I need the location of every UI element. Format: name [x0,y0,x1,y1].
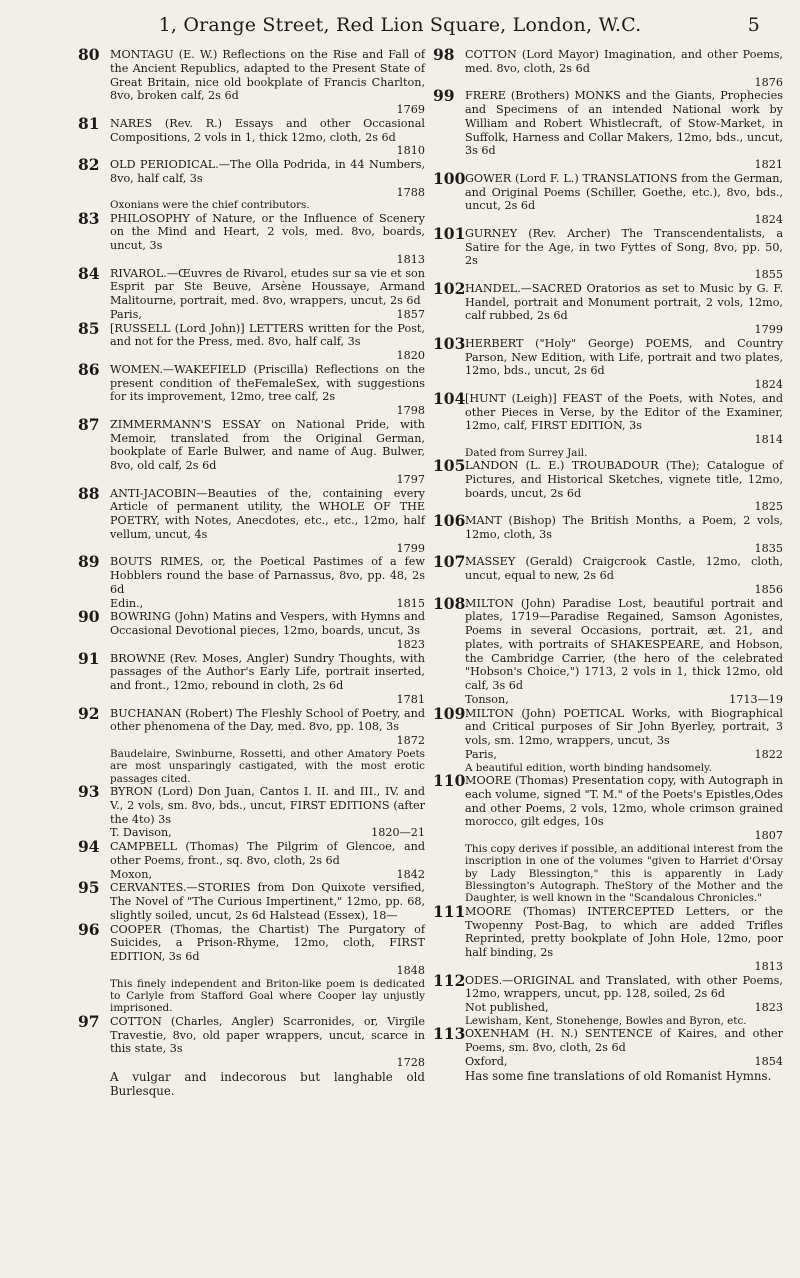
entry-number: 83 [78,208,100,228]
entry-number: 99 [433,86,455,106]
entry-imprint [465,960,783,974]
catalogue-entry [78,45,425,117]
entry-number: 113 [433,1024,466,1044]
entry-imprint [110,349,425,363]
entry-year: 1855 [754,268,783,281]
entry-imprint [110,473,425,487]
entry-imprint [465,433,783,447]
entry-number: 81 [78,113,100,133]
catalogue-entry [78,414,425,487]
entry-number: 84 [78,263,100,283]
entry-text: COTTON (Lord Mayor) Imagination, and other Poems, med. 8vo, cloth, 2s 6d [465,48,783,75]
entry-imprint [110,826,425,840]
entry-year: 1815 [396,596,425,610]
entry-text: MILTON (John) POETICAL Works, with Biographical and Critical purposes of Sir John Byerley, portrait, 3 vols, sm. 12mo, wrappers, uncut, 3s [465,706,783,748]
entry-number: 100 [433,168,466,188]
entry-imprint [110,404,425,418]
entry-text: [HUNT (Leigh)] FEAST of the Poets, with Notes, and other Pieces in Verse, by the Editor of the Examiner, 12mo, calf, FIRST EDITION, 3s [465,391,783,433]
catalogue-entry [433,511,783,555]
entry-number: 105 [433,456,466,476]
entry-imprint [465,323,783,337]
entry-number: 93 [78,782,100,802]
entry-year: 1876 [754,75,783,89]
entry-text: ZIMMERMANN'S ESSAY on National Pride, with Memoir, translated from the Original German, bookplate of Earle Bulwer, and name of Aug. Bulwer, 8vo, old calf, 2s 6d [110,417,425,473]
entry-number: 111 [433,901,466,921]
entry-imprint [465,693,783,707]
entry-number: 87 [78,414,100,434]
entry-note: Lewisham, Kent, Stonehenge, Bowles and Byron, etc. [465,1014,747,1027]
entry-year: 1799 [396,541,425,555]
catalogue-entry [433,901,783,974]
entry-year: 1821 [754,158,783,171]
entry-number: 85 [78,318,100,338]
entry-text: ODES.—ORIGINAL and Translated, with other Poems, 12mo, wrappers, uncut, pp. 128, soiled, 2s 6d [465,973,783,1001]
entry-year: 1825 [754,500,783,514]
entry-year: 1788 [396,185,425,199]
entry-imprint [110,964,425,978]
entry-imprint [465,213,783,227]
entry-number: 107 [433,552,466,572]
entry-imprint [110,868,425,882]
entry-year: 1820 [396,349,425,363]
entry-text: BOUTS RIMES, or, the Poetical Pastimes of a few Hobblers round the base of Parnassus, 8vo, pp. 48, 2s 6d [110,555,425,596]
catalogue-entry [78,703,425,785]
entry-year: 1807 [754,829,783,843]
catalogue-entry [78,263,425,322]
entry-year: 1857 [396,307,425,321]
entry-text: BROWNE (Rev. Moses, Angler) Sundry Thoughts, with passages of the Author's Early Life, portrait inserted, and front., 12mo, rebound in cloth, 2s 6d [110,651,425,693]
entry-imprint [465,500,783,514]
entry-place: T. Davison, [110,826,172,840]
entry-imprint [110,103,425,117]
catalogue-entry [433,223,783,282]
entry-number: 80 [78,45,100,64]
catalogue-entry [78,878,425,922]
catalogue-entry [78,919,425,1015]
entry-imprint [465,76,783,90]
catalogue-entry [78,208,425,267]
catalogue-entry [78,648,425,707]
entry-imprint [110,597,425,611]
entry-year: 1810 [396,144,425,158]
entry-imprint [465,542,783,556]
entry-imprint [110,693,425,707]
entry-imprint [465,583,783,597]
entry-note: This finely independent and Briton-like poem is dedicated to Carlyle from Stafford Goal where Cooper lay unjustly imprisoned. [110,977,425,1015]
catalogue-entry [433,388,783,459]
catalogue-entry [433,1024,783,1068]
entry-text: FRERE (Brothers) MONKS and the Giants, Prophecies and Specimens of an intended National work by William and Robert Whistlecraft, of Stow-Market, in Suffolk, Harness and Collar Makers, 12mo, bds., uncut, 3s 6d [465,89,783,158]
entry-text: MASSEY (Gerald) Craigcrook Castle, 12mo, cloth, uncut, equal to new, 2s 6d [465,555,783,583]
entry-year: 1728 [396,1056,425,1070]
catalogue-entry [78,607,425,651]
entry-year: 1822 [754,747,783,761]
entry-place: Edin., [110,596,144,610]
catalogue-entry [433,333,783,392]
entry-imprint [110,144,425,158]
entry-text: MOORE (Thomas) Presentation copy, with Autograph in each volume, signed "T. M." of the Poets's Epistles,Odes and other Poems, 2 vols, 12mo, whole crimson grained morocco, gilt edges, 10s [465,774,783,829]
entry-number: 92 [78,703,100,723]
entry-year: 1813 [754,959,783,973]
catalogue-entry [433,771,783,905]
entry-place: Paris, [110,307,142,321]
entry-number: 110 [433,771,466,791]
catalogue-entry [433,278,783,337]
entry-number: 91 [78,648,100,668]
entry-text: HANDEL.—SACRED Oratorios as set to Music by G. F. Handel, portrait and Monument portrait, 2 vols, 12mo, calf rubbed, 2s 6d [465,281,783,323]
entry-text: PHILOSOPHY of Nature, or the Influence of Scenery on the Mind and Heart, 2 vols, med. 8vo, boards, uncut, 3s [110,211,425,253]
catalogue-entry [433,168,783,227]
entry-text: NARES (Rev. R.) Essays and other Occasional Compositions, 2 vols in 1, thick 12mo, cloth, 2s 6d [110,116,425,144]
entry-text: CAMPBELL (Thomas) The Pilgrim of Glencoe, and other Poems, front., sq. 8vo, cloth, 2s 6d [110,840,425,867]
entry-number: 106 [433,511,466,531]
catalogue-entry [78,359,425,418]
entry-year: 1824 [754,378,783,391]
catalogue-entry [78,552,425,610]
entry-number: 95 [78,878,100,898]
entry-text: WOMEN.—WAKEFIELD (Priscilla) Reflections on the present condition of theFemaleSex, with suggestions for its improvement, 12mo, tree calf, 2s [110,362,425,404]
entry-number: 89 [78,552,100,572]
entry-text: GOWER (Lord F. L.) TRANSLATIONS from the German, and Original Poems (Schiller, Goethe, etc.), 8vo, bds., uncut, 2s 6d [465,171,783,213]
entry-imprint [465,1055,783,1069]
entry-number: 101 [433,223,466,243]
entry-year: 1848 [396,963,425,977]
entry-note: A beautiful edition, worth binding handsomely. [465,761,712,774]
entry-imprint [110,734,425,748]
catalogue-entry [78,1011,425,1070]
entry-number: 104 [433,388,466,408]
entry-imprint [465,1001,783,1015]
entry-imprint [465,829,783,843]
entry-year: 1769 [396,103,425,116]
entry-place: Oxford, [465,1054,508,1068]
entry-note: Dated from Surrey Jail. [465,446,588,459]
entry-text: LANDON (L. E.) TROUBADOUR (The); Catalogue of Pictures, and Historical Sketches, vignete title, 12mo, boards, uncut, 2s 6d [465,459,783,500]
entry-year: 1813 [396,252,425,266]
entry-place: Moxon, [110,867,152,881]
entry-year: 1823 [754,1001,783,1015]
entry-imprint [110,186,425,200]
column-closing-note: A vulgar and indecorous but langhable old Burlesque. [110,1069,425,1098]
entry-year: 1814 [754,433,783,446]
entry-imprint [465,748,783,762]
entry-number: 86 [78,359,100,379]
entry-year: 1835 [754,541,783,555]
entry-text: CERVANTES.—STORIES from Don Quixote versified, The Novel of "The Curious Impertinent," 12mo, pp. 68, slightly soiled, uncut, 2s 6d Halstead (Essex), 18— [110,881,425,922]
entry-text: HERBERT ("Holy" George) POEMS, and Country Parson, New Edition, with Life, portrait and two plates, 12mo, bds., uncut, 2s 6d [465,336,783,378]
entry-text: COTTON (Charles, Angler) Scarronides, or, Virgile Travestie, 8vo, old paper wrappers, uncut, scarce in this state, 3s [110,1014,425,1056]
entry-number: 97 [78,1011,100,1031]
entry-year: 1798 [396,404,425,418]
entry-year: 1799 [754,323,783,336]
column-closing-note: Has some fine translations of old Romanist Hymns. [465,1068,772,1083]
entry-number: 103 [433,333,466,353]
entry-number: 98 [433,45,455,64]
entry-text: OLD PERIODICAL.—The Olla Podrida, in 44 Numbers, 8vo, half calf, 3s [110,158,425,185]
entry-text: OXENHAM (H. N.) SENTENCE of Kaires, and other Poems, sm. 8vo, cloth, 2s 6d [465,1027,783,1054]
entry-year: 1856 [754,582,783,596]
entry-text: ANTI-JACOBIN—Beauties of the, containing every Article of permanent utility, the WHOLE OF THE POETRY, with Notes, Anecdotes, etc., etc., 12mo, half vellum, uncut, 4s [110,486,425,541]
header-address: 1, Orange Street, Red Lion Square, London, W.C. [158,14,642,36]
entry-number: 90 [78,607,100,627]
entry-number: 102 [433,278,466,298]
entry-number: 109 [433,703,466,723]
entry-text: BYRON (Lord) Don Juan, Cantos I. II. and III., IV. and V., 2 vols, sm. 8vo, bds., uncut, FIRST EDITIONS (after the 4to) 3s [110,785,425,826]
entry-imprint [465,268,783,282]
catalogue-entry [433,593,783,707]
entry-year: 1872 [396,734,425,748]
entry-text: MANT (Bishop) The British Months, a Poem, 2 vols, 12mo, cloth, 3s [465,514,783,541]
entry-year: 1713—19 [729,692,783,706]
entry-imprint [110,1056,425,1070]
catalogue-entry [78,483,425,556]
entry-year: 1823 [396,637,425,651]
entry-year: 1842 [396,867,425,881]
entry-year: 1781 [396,692,425,706]
entry-text: MONTAGU (E. W.) Reflections on the Rise and Fall of the Ancient Republics, adapted to the Present State of Great Britain, nice old bookplate of Francis Charlton, 8vo, broken calf, 2s 6d [110,48,425,103]
entry-number: 82 [78,155,100,174]
entry-number: 94 [78,837,100,857]
entry-note: This copy derives if possible, an additional interest from the inscription in one of the volumes "given to Harriet d'Orsay by Lady Blessington," this is apparently in Lady Blessington's Autograph. TheStory of the Mother and the Daughter, is well known in the "Scandalous Chronicles." [465,842,783,905]
entry-imprint [110,253,425,267]
entry-imprint [110,542,425,556]
catalogue-entry [78,837,425,881]
entry-imprint [465,158,783,172]
entry-text: GURNEY (Rev. Archer) The Transcendentalists, a Satire for the Age, in two Fyttes of Song, 8vo, pp. 50, 2s [465,226,783,268]
catalogue-entry [78,113,425,158]
page-header [0,6,800,44]
entry-number: 112 [433,970,466,990]
entry-number: 88 [78,483,100,503]
entry-text: MILTON (John) Paradise Lost, beautiful portrait and plates, 1719—Paradise Regained, Samson Agonistes, Poems in several Occasions, portrait, æt. 21, and plates, with portraits of SHAKESPEARE, and Hobson, the Cambridge Carrier, (the hero of the celebrated "Hobson's Choice,") 1713, 2 vols in 1, thick 12mo, old calf, 3s 6d [465,596,783,693]
catalogue-entry [433,703,783,774]
right-column [433,45,783,1083]
catalogue-entry [78,155,425,212]
entry-text: RIVAROL.—Œuvres de Rivarol, etudes sur sa vie et son Esprit par Ste Beuve, Arsène Houssaye, Armand Malitourne, portrait, med. 8vo, wrappers, uncut, 2s 6d [110,266,425,308]
entry-year: 1824 [754,213,783,226]
entry-text: BOWRING (John) Matins and Vespers, with Hymns and Occasional Devotional pieces, 12mo, boards, uncut, 3s [110,610,425,638]
entry-note: Baudelaire, Swinburne, Rossetti, and other Amatory Poets are most unsparingly castigated, with the most erotic passages cited. [110,747,425,785]
entry-number: 108 [433,593,466,613]
entry-place: Paris, [465,747,497,761]
entry-note: Oxonians were the chief contributors. [110,199,310,212]
entry-text: MOORE (Thomas) INTERCEPTED Letters, or the Twopenny Post-Bag, to which are added Trifles Reprinted, pretty bookplate of John Hole, 12mo, poor half binding, 2s [465,904,783,960]
catalogue-entry [433,45,783,89]
entry-year: 1854 [754,1054,783,1068]
entry-imprint [110,638,425,652]
catalogue-entry [433,456,783,514]
entry-text: BUCHANAN (Robert) The Fleshly School of Poetry, and other phenomena of the Day, med. 8vo, pp. 108, 3s [110,706,425,734]
catalogue-entry [433,552,783,596]
entry-year: 1797 [396,472,425,486]
entry-number: 96 [78,919,100,939]
entry-place: Tonson, [465,692,509,706]
entry-imprint [465,378,783,392]
catalogue-entry [433,86,783,172]
catalogue-entry [78,318,425,363]
left-column [78,45,425,1098]
entry-year: 1820—21 [371,826,425,840]
catalogue-entry [433,970,783,1028]
catalogue-entry [78,782,425,840]
entry-imprint [110,308,425,322]
entry-text: [RUSSELL (Lord John)] LETTERS written for the Post, and not for the Press, med. 8vo, half calf, 3s [110,321,425,349]
page-number: 5 [747,14,760,36]
entry-text: COOPER (Thomas, the Chartist) The Purgatory of Suicides, a Prison-Rhyme, 12mo, cloth, FIRST EDITION, 3s 6d [110,922,425,964]
entry-place: Not published, [465,1001,549,1015]
